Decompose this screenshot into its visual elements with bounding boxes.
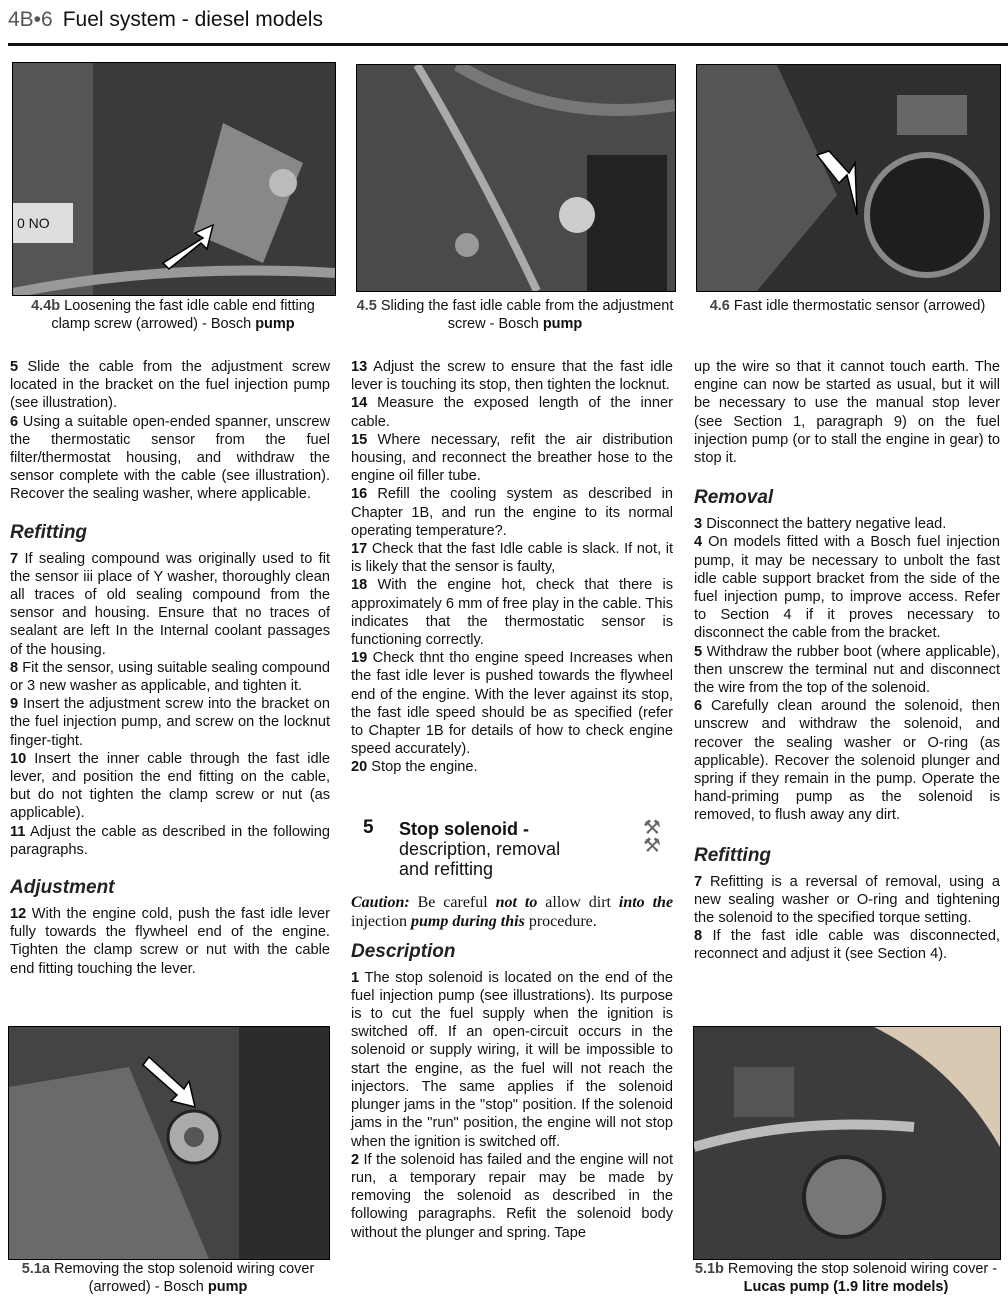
page-header xyxy=(8,0,323,40)
header-rule xyxy=(8,43,1008,46)
caption-4-6 xyxy=(696,297,999,315)
paragraph: 20 Stop the engine. xyxy=(351,759,478,776)
column-3 xyxy=(694,358,1000,964)
paragraph: 18 With the engine hot, check that there is approximately 6 mm of free play in the cable. This indicates that the thermostatic sensor is functioning correctly. xyxy=(351,577,673,649)
paragraph: 7 If sealing compound was originally used to fit the sensor iii place of Y washer, thoroughly clean all traces of old sealing compound from the sensor and housing. Ensure that no traces of sealant are left In the Internal coolant passages of the housing. xyxy=(10,550,330,658)
caption-text: Loosening the fast idle cable end fitting clamp screw (arrowed) - Bosch xyxy=(51,298,315,332)
caption-text: Sliding the fast idle cable from the adjustment screw - Bosch xyxy=(380,298,674,332)
paragraph: 12 With the engine cold, push the fast idle lever fully towards the flywheel end of the engine. Tighten the clamp screw or nut with the cable end fitting touching the lever. xyxy=(10,906,330,977)
paragraph: 8 Fit the sensor, using suitable sealing compound or 3 new washer as applicable, and tighten it. xyxy=(10,659,330,695)
paragraph: 9 Insert the adjustment screw into the bracket on the fuel injection pump, and screw on the locknut finger-tight. xyxy=(10,696,330,749)
paragraph: 6 Carefully clean around the solenoid, then unscrew and withdraw the solenoid, and recover the sealing washer or O-ring (as applicable). Recover the solenoid plunger and spring if they remain in the pump. Operate the hand-priming pump as the solenoid is removed, to flush away any dirt. xyxy=(694,698,1000,824)
paragraph: 1 The stop solenoid is located on the end of the fuel injection pump (see illustrations). Its purpose is to cut the fuel supply when the ignition is switched off. If an open-circuit occurs in the solenoid or supply wiring, it will be impossible to start the engine, as the fuel will not reach the injectors. The same applies if the solenoid plunger jams in the "stop" position. If the solenoid jams in the "run" position, the engine will not stop when the ignition is switched off. xyxy=(351,969,674,1150)
photo-4-4b-image xyxy=(13,63,335,295)
photo-4-5 xyxy=(356,64,676,292)
column-2 xyxy=(351,358,673,1242)
caption-text: Removing the stop solenoid wiring cover (arrowed) - Bosch xyxy=(53,1261,315,1295)
paragraph: 2 If the solenoid has failed and the engine will not run, a temporary repair may be made by removing the solenoid as described in the following paragraphs. Refit the solenoid body without the plunger and spring. Tape xyxy=(351,1151,673,1241)
caption-5-1a xyxy=(8,1260,328,1296)
page-code: 4B•6 xyxy=(8,8,53,31)
paragraph: 19 Check thnt tho engine speed Increases when the fast idle lever is pushed towards the flywheel end of the engine. With the lever against its stop, the fast idle speed should be as specified (refer to Chapter 1B for details of how to check engine speed accurately). xyxy=(351,650,673,758)
photo-4-5-image xyxy=(357,65,675,291)
heading-description: Description xyxy=(351,940,456,962)
heading-refitting-2: Refitting xyxy=(694,844,772,866)
caption-number: 4.4b xyxy=(31,298,61,314)
photo-5-1b-image xyxy=(694,1027,1000,1259)
caption-bold: pump xyxy=(542,316,583,332)
photo-5-1b xyxy=(693,1026,1001,1260)
paragraph: 4 On models fitted with a Bosch fuel injection pump, it may be necessary to unbolt the fast idle cable support bracket from the side of the fuel injection pump, to improve access. Refer to Section 4 if it proves necessary to disconnect the cable from the bracket. xyxy=(694,534,1000,642)
paragraph: 6 Using a suitable open-ended spanner, unscrew the thermostatic sensor from the fuel filter/thermostat housing, and withdraw the sensor complete with the cable (see illustration). Recover the sealing washer, where applicable. xyxy=(10,413,330,503)
paragraph: 11 Adjust the cable as described in the following paragraphs. xyxy=(10,823,330,858)
paragraph: 8 If the fast idle cable was disconnected, reconnect and adjust it (see Section 4). xyxy=(694,928,1000,963)
page-title: Fuel system - diesel models xyxy=(62,8,323,31)
caption-number: 4.5 xyxy=(356,298,377,314)
caution-note: Caution: Be careful not to allow dirt into the injection pump during this procedure. xyxy=(351,893,674,930)
heading-refitting: Refitting xyxy=(10,521,88,543)
paragraph: 5 Slide the cable from the adjustment screw located in the bracket on the fuel injection pump (see illustration). xyxy=(10,359,330,412)
section-number: 5 xyxy=(363,816,374,838)
photo-5-1a-image xyxy=(9,1027,329,1259)
caption-text: Removing the stop solenoid wiring cover - xyxy=(727,1261,998,1277)
paragraph: 10 Insert the inner cable through the fast idle lever, and position the end fitting on the cable, but do not tighten the clamp screw or nut (as applicable). xyxy=(10,750,330,822)
caption-text: Fast idle thermostatic sensor (arrowed) xyxy=(733,298,986,314)
caption-number: 5.1b xyxy=(694,1261,724,1277)
caption-number: 5.1a xyxy=(21,1261,50,1277)
photo-4-4b xyxy=(12,62,336,296)
paragraph: 13 Adjust the screw to ensure that the fast idle lever is touching its stop, then tighten the locknut. xyxy=(351,359,673,394)
caption-4-4b xyxy=(12,297,334,333)
paragraph: 7 Refitting is a reversal of removal, using a new sealing washer or O-ring and tightening the solenoid to the specified torque setting. xyxy=(694,873,1000,927)
photo-label: 0 NO xyxy=(17,215,50,231)
heading-adjustment: Adjustment xyxy=(10,877,115,899)
photo-5-1a xyxy=(8,1026,330,1260)
paragraph: 14 Measure the exposed length of the inner cable. xyxy=(351,395,673,430)
column-1 xyxy=(10,358,330,978)
paragraph: 15 Where necessary, refit the air distribution housing, and reconnect the breather hose to the engine oil filler tube. xyxy=(351,431,673,485)
caption-5-1b xyxy=(693,1260,999,1296)
section-5-heading xyxy=(351,816,673,879)
caption-bold: pump xyxy=(207,1279,248,1295)
caption-4-5 xyxy=(356,297,674,333)
paragraph: 5 Withdraw the rubber boot (where applicable), then unscrew the terminal nut and disconnect the wire from the top of the solenoid. xyxy=(694,643,1000,697)
paragraph: 16 Refill the cooling system as described in Chapter 1B, and run the engine to its normal operating temperature?. xyxy=(351,486,673,539)
paragraph: 3 Disconnect the battery negative lead. xyxy=(694,516,947,533)
photo-4-6 xyxy=(696,64,1001,292)
section-title: Stop solenoid - description, removal and refitting xyxy=(399,818,561,879)
paragraph: 17 Check that the fast Idle cable is slack. If not, it is likely that the sensor is faulty, xyxy=(351,541,673,576)
paragraph: up the wire so that it cannot touch earth. The engine can now be started as usual, but it will be necessary to use the manual stop lever (see Section 1, paragraph 9) on the fuel injection pump (or to stall the engine in gear) to stop it. xyxy=(694,359,1000,467)
photo-4-6-image xyxy=(697,65,1000,291)
wrench-rating-icon: ⚒ ⚒ xyxy=(643,816,661,857)
caption-bold: Lucas pump (1.9 litre models) xyxy=(743,1279,949,1295)
heading-removal: Removal xyxy=(694,487,774,509)
caption-bold: pump xyxy=(255,316,295,332)
caption-number: 4.6 xyxy=(709,298,730,314)
